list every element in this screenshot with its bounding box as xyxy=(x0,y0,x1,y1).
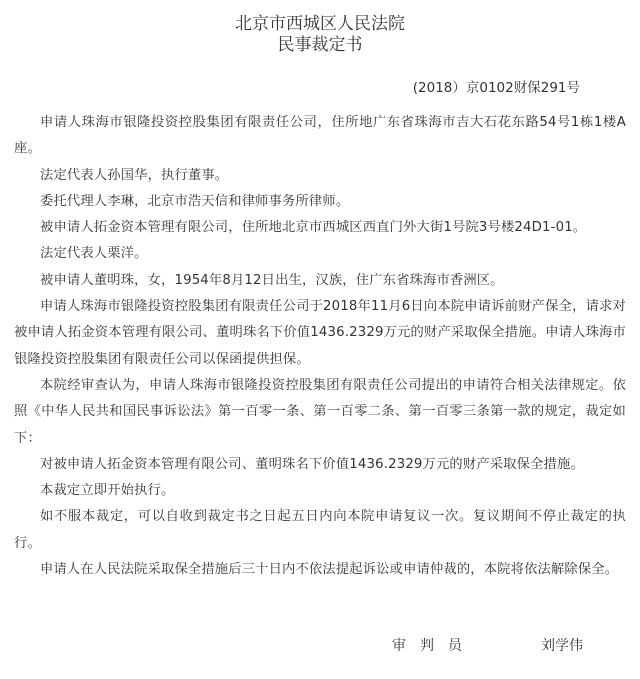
signature-name: 刘学伟 xyxy=(541,638,583,654)
paragraph-respondent-legal-rep: 法定代表人栗洋。 xyxy=(40,246,148,262)
document-body xyxy=(14,110,626,583)
signature-role: 审判员 xyxy=(392,638,476,654)
paragraph-application: 申请人珠海市银隆投资控股集团有限责任公司于2018年11月6日向本院申请诉前财产保全，请求对被申请人拓金资本管理有限公司、董明珠名下价值1436.2329万元的财产采取保全措施。申请人珠海市银隆投资控股集团有限责任公司以保函提供担保。 xyxy=(14,299,626,367)
paragraph-court-finding: 本院经审查认为，申请人珠海市银隆投资控股集团有限责任公司提出的申请符合相关法律规定。依照《中华人民共和国民事诉讼法》第一百零一条、第一百零二条、第一百零三条第一款的规定，裁定如下： xyxy=(14,377,626,446)
paragraph-release-notice: 申请人在人民法院采取保全措施后三十日内不依法提起诉讼或申请仲裁的，本院将依法解除保全。 xyxy=(40,562,619,578)
court-name: 北京市西城区人民法院 xyxy=(235,14,405,34)
paragraph-applicant-legal-rep: 法定代表人孙国华，执行董事。 xyxy=(40,167,229,183)
paragraph-applicant: 申请人珠海市银隆投资控股集团有限责任公司，住所地广东省珠海市吉大石花东路54号1栋1楼A座。 xyxy=(14,115,626,157)
paragraph-appeal: 如不服本裁定，可以自收到裁定书之日起五日内向本院申请复议一次。复议期间不停止裁定的执行。 xyxy=(14,509,626,551)
case-number: (2018）京0102财保291号 xyxy=(412,80,580,96)
paragraph-execution: 本裁定立即开始执行。 xyxy=(40,483,175,499)
paragraph-respondent-person: 被申请人董明珠，女，1954年8月12日出生，汉族，住广东省珠海市香洲区。 xyxy=(40,272,504,288)
paragraph-respondent-company: 被申请人拓金资本管理有限公司，住所地北京市西城区西直门外大街1号院3号楼24D1-01。 xyxy=(40,220,587,236)
paragraph-agent: 委托代理人李琳，北京市浩天信和律师事务所律师。 xyxy=(40,193,350,209)
paragraph-ruling: 对被申请人拓金资本管理有限公司、董明珠名下价值1436.2329万元的财产采取保全措施。 xyxy=(40,456,584,472)
document-type-title: 民事裁定书 xyxy=(277,35,363,55)
